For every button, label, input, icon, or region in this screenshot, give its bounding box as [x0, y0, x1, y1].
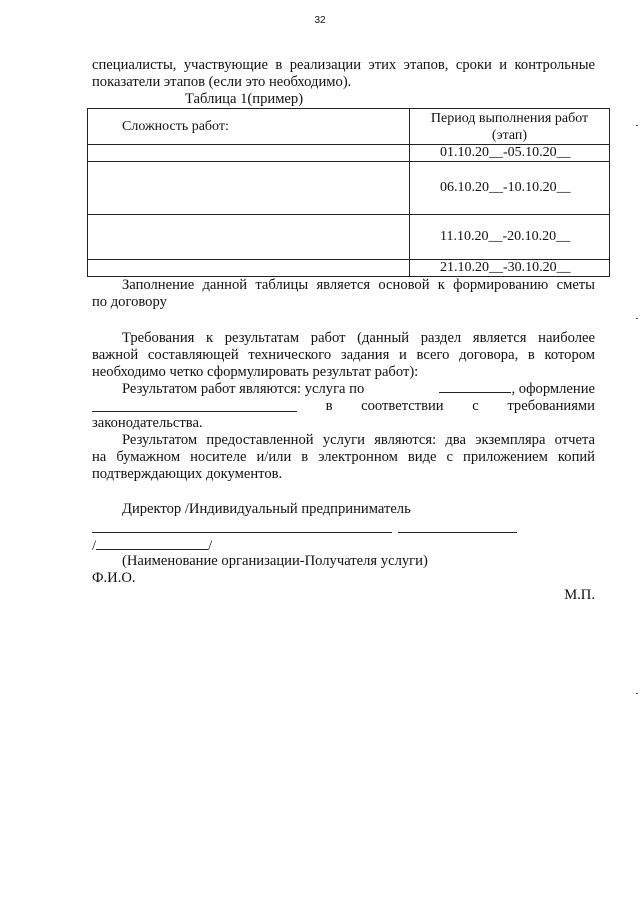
scan-edge-mark [636, 693, 638, 694]
table-row [88, 215, 610, 260]
header-period-line2: (этап) [491, 127, 528, 143]
row-4-complexity [88, 260, 410, 277]
result-service-line-2: на бумажном носителе и/или в электронном виде с приложением копий [92, 449, 595, 465]
intro-line-1: специалисты, участвующие в реализации этих этапов, сроки и контрольные [92, 57, 595, 73]
result-work-word-requirements: требованиями [507, 398, 595, 414]
header-complexity: Сложность работ: [88, 109, 410, 145]
result-work-text: Результатом работ являются: услуга по [122, 381, 365, 397]
signature-title: Директор /Индивидуальный предприниматель [122, 501, 411, 517]
result-work-format: , оформление [511, 381, 595, 397]
row-4-period: 21.10.20__-30.10.20__ [410, 260, 610, 277]
result-service-line-3: подтверждающих документов. [92, 466, 283, 482]
signature-slash-left: / [92, 538, 97, 554]
header-period-line1: Период выполнения работ [430, 110, 589, 126]
table-row [88, 162, 610, 215]
row-3-complexity [88, 215, 410, 260]
fill-note-line-1: Заполнение данной таблицы является основой к формированию сметы [122, 277, 595, 293]
result-service-line-1: Результатом предоставленной услуги являются: два экземпляра отчета [122, 432, 595, 448]
row-1-complexity [88, 145, 410, 162]
row-2-period: 06.10.20__-10.10.20__ [410, 162, 610, 215]
table-row [88, 260, 610, 277]
table-caption: Таблица 1(пример) [185, 91, 304, 107]
scan-edge-mark [636, 125, 638, 126]
result-work-service-blank [439, 381, 595, 398]
result-work-line-3: законодательства. [92, 415, 203, 431]
row-3-period: 11.10.20__-20.10.20__ [410, 215, 610, 260]
intro-line-2: показатели этапов (если это необходимо). [92, 74, 352, 90]
signature-fio: Ф.И.О. [92, 570, 136, 586]
result-work-line-2 [92, 398, 595, 415]
result-work-word-s: с [472, 398, 479, 414]
signature-name-line [92, 532, 392, 533]
table-row [88, 145, 610, 162]
header-period [410, 109, 610, 145]
requirements-line-1: Требования к результатам работ (данный раздел является наиболее [122, 330, 595, 346]
fill-note-line-2: по договору [92, 294, 167, 310]
result-work-format-blank [92, 398, 297, 412]
scan-edge-mark [636, 318, 638, 319]
result-work-line-1 [92, 381, 595, 398]
signature-slash-right: / [208, 538, 213, 554]
stamp-place: М.П. [564, 587, 595, 603]
stages-table [87, 108, 610, 277]
signature-org-note: (Наименование организации-Получателя услуги) [122, 553, 428, 569]
result-work-word-accordance: соответствии [361, 398, 444, 414]
table-header-row [88, 109, 610, 145]
page-number: 32 [314, 15, 326, 26]
row-2-complexity [88, 162, 410, 215]
requirements-line-3: необходимо четко сформулировать результат работ): [92, 364, 419, 380]
requirements-line-2: важной составляющей технического задания и всего договора, в котором [92, 347, 595, 363]
signature-sign-line [398, 532, 517, 533]
result-work-word-v: в [325, 398, 333, 414]
signature-fio-blank [96, 536, 208, 550]
row-1-period: 01.10.20__-05.10.20__ [410, 145, 610, 162]
